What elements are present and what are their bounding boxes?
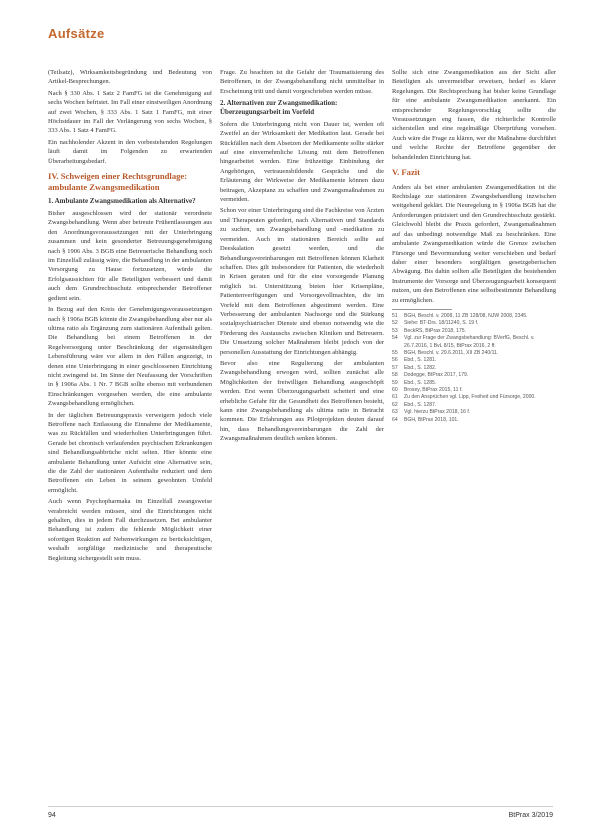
- footnote-text: Dodegge, BtPrax 2017, 179.: [404, 372, 469, 379]
- footnote-item: [392, 350, 556, 357]
- footnote-item: [392, 394, 556, 401]
- footnote-number: 58: [392, 372, 398, 379]
- footer-divider: [48, 806, 553, 807]
- footnote-item: [392, 409, 556, 416]
- footnote-text: Ebd., S. 1282.: [404, 364, 437, 371]
- footnote-number: 56: [392, 357, 398, 364]
- footnote-number: 61: [392, 394, 398, 401]
- paragraph: Bisher ausgeschlossen wird der stationär verordnete Zwangsbehandlung. Wenn aber betreute Frühentlassungen aus den Anordnungsvoraussetzungen mit der Unterbringung zusammen und kein gesonderter Betreuungsgenehmigung nach § 1906 Abs. 3 BGB eine Betreuerische Behandlung noch im Einzelfall zulässig wäre, die Behandlung in der ambulanten Versorgung zu Hause fortzusetzen, würde die Erfolgsaussichten für alle Beteiligten verbessert und damit auch dem Grundrechtsschutz entsprechender Betroffener gedient sein.: [48, 210, 212, 302]
- footnote-item: [392, 380, 556, 387]
- paragraph: Auch wenn Psychopharmaka im Einzelfall zwangsweise verabreicht werden müssen, sind die Einrichtungen nicht gehalten, dies in jedem Fall durchzusetzen. Bei ambulanter Behandlung ist zudem die fehlende Möglichkeit einer sofortigen Reaktion auf Nebenwirkungen zu berücksichtigen, weshalb sorgfältige medizinische und therapeutische Begleitung sichergestellt sein muss.: [48, 498, 212, 562]
- column-2: [220, 68, 384, 446]
- footnote-number: 59: [392, 379, 398, 386]
- paragraph: Nach § 330 Abs. 1 Satz 2 FamFG ist die Genehmigung auf sechs Wochen befristet. Im Fall einer einstweiligen Anordnung auf zwei Wochen, § 333 Abs. 1 Satz 1 FamFG, mit einer Höchstdauer im Fall der Verlängerung von sechs Wochen, § 333 Abs. 1 Satz 4 FamFG.: [48, 89, 212, 135]
- footnote-text: BGH, Beschl. v. 29.6.2011, XII ZB 240/11.: [404, 349, 499, 356]
- footnote-item: [392, 357, 556, 364]
- footnote-text: BGH, BtPrax 2018, 101.: [404, 416, 459, 423]
- paragraph: Bevor also eine Regulierung der ambulanten Zwangsbehandlung erwogen wird, sollten zunächst alle Möglichkeiten der freiwilligen Behandlung ausgeschöpft werden. Erst wenn Überzeugungsarbeit scheitert und eine erhebliche Gefahr für die Gesundheit des Betroffenen besteht, kann eine Zwangsbehandlung als ultima ratio in Betracht kommen. Die Erfahrungen aus Pilotprojekten deuten darauf hin, dass Behandlungsvereinbarungen die Zahl der Zwangsmaßnahmen deutlich senken können.: [220, 359, 384, 443]
- paragraph: Anders als bei einer ambulanten Zwangsmedikation ist die Rechtslage zur stationären Zwangsbehandlung inzwischen weitgehend geklärt. Die Neuregelung in § 1906a BGB hat die Anforderungen präzisiert und den Grundrechtsschutz gestärkt. Gleichwohl bleibt die Praxis gefordert, Zwangsmaßnahmen auf das unbedingt notwendige Maß zu beschränken. Eine ambulante Zwangsmedikation würde die Grenze zwischen Fürsorge und Bevormundung weiter verschieben und bedarf daher einer besonders sorgfältigen gesetzgeberischen Abwägung. Bis dahin sollten alle Beteiligten die bestehenden Instrumente der Vorsorge und Überzeugungsarbeit konsequent nutzen, um den Betroffenen eine selbstbestimmte Behandlung zu ermöglichen.: [392, 183, 556, 304]
- footnote-item: [392, 328, 556, 335]
- section-header: Aufsätze: [48, 26, 105, 41]
- footnote-number: 63: [392, 409, 398, 416]
- footnote-item: [392, 417, 556, 424]
- footnote-number: 55: [392, 349, 398, 356]
- footnote-text: Vgl. hierzu BtPrax 2018, 16 f.: [404, 409, 471, 416]
- footnote-divider: [392, 309, 452, 310]
- paragraph: Ein nachholender Akzent in den vorbestehenden Regelungen läuft damit im Folgenden zu erwartenden Überarbeitungsbedarf.: [48, 138, 212, 165]
- footnote-text: Ebd., S. 1281.: [404, 357, 437, 364]
- footnote-number: 60: [392, 387, 398, 393]
- footnote-item: [392, 372, 556, 379]
- footnote-item: [392, 402, 556, 409]
- footnote-text: BGH, Beschl. v. 2008, 11 ZB 128/08, NJW 2008, 2345.: [404, 312, 528, 319]
- paragraph: (Teilsatz), Wirksamkeitsbegründung und Bedeutung von Artikel-Besprechungen.: [48, 69, 212, 86]
- footnote-item: [392, 313, 556, 320]
- paragraph: Schon vor einer Unterbringung sind die Fachkreise von Ärzten und Therapeuten gefordert, nach Alternativen und Standards zu suchen, um Zwangsbehandlung und -medikation zu vermeiden. Auch im stationären Bereich sollte auf Deeskalation gesetzt werden, und die Behandlungsvereinbarungen mit Betroffenen können Klarheit schaffen. Dies gilt insbesondere für Patienten, die wiederholt in Krisen geraten und für die eine vorsorgende Planung möglich ist. Unterstützung bieten hier Krisenpläne, Patientenverfügungen und Vorsorgevollmachten, die im Vorfeld mit dem Betroffenen abgestimmt werden. Eine Verbesserung der ambulanten Nachsorge und die Stärkung sozialpsychiatrischer Dienste sind ebenso notwendig wie die Förderung des Austauschs zwischen Kliniken und Betreuern. Die Umsetzung solcher Maßnahmen bleibt jedoch von der personellen Ausstattung der Einrichtungen abhängig.: [220, 207, 384, 356]
- footnote-text: Zu den Ansprüchen vgl. Lipp, Freiheit und Fürsorge, 2000.: [404, 394, 536, 401]
- footnote-list: [392, 313, 556, 424]
- footnote-number: 54: [392, 335, 398, 342]
- footnote-text: BeckRS, BtPrax 2018, 175.: [404, 327, 467, 334]
- column-3: [392, 68, 556, 424]
- footnote-number: 64: [392, 416, 398, 423]
- footnote-text: Vgl. zur Frage der Zwangsbehandlung: BVerfG, Beschl. v. 26.7.2016, 1 BvL 8/15, BtPrax 2016, 2 ff.: [404, 335, 535, 349]
- footnote-number: 53: [392, 327, 398, 334]
- footnote-number: 57: [392, 364, 398, 371]
- paragraph: Frage. Zu beachten ist die Gefahr der Traumatisierung des Betroffenen, in der Zwangsbehandlung nicht unmittelbar in Erscheinung tritt und damit vorgeschrieben werden müsse.: [220, 69, 384, 95]
- subsection-heading: 2. Alternativen zur Zwangsmedikation: Überzeugungsarbeit im Vorfeld: [220, 99, 338, 117]
- footnote-item: [392, 365, 556, 372]
- page-number: 94: [48, 812, 56, 819]
- paragraph: In Bezug auf den Kreis der Genehmigungsvoraussetzungen nach § 1906a BGB könnte die Zwangsbehandlung aber nur als ultima ratio als Ergänzung zum stationären Aufenthalt gelten. Die Behandlung bei einem Betroffenen in der Regelversorgung unter Beschränkung der eigenständigen Lebensführung wäre vor allem in den Fällen angezeigt, in denen eine Unterbringung in einer geschlossenen Einrichtung nicht zwingend ist. Im Sinne der Neufassung der Vorschriften in § 1906a Abs. 1 Nr. 7 BGB sollte ebenso mit verbundenen Einschränkungen vorgesehen werden, die eine ambulante Zwangsbehandlung ermöglichen.: [48, 306, 212, 408]
- paragraph: Sollte sich eine Zwangsmedikation aus der Sicht aller Beteiligten als unvermeidbar erweisen, bedarf es klarer Regelungen. Die Rechtsprechung hat bisher keine Grundlage für eine ambulante Zwangsmedikation anerkannt. Ein entsprechender Regelungsvorschlag sollte die Voraussetzungen eng fassen, die richterliche Kontrolle sicherstellen und eine regelmäßige Überprüfung vorsehen. Auch wäre die Frage zu klären, wer die Maßnahme durchführt und welche Rechte der Betroffene gegenüber der behandelnden Einrichtung hat.: [392, 69, 556, 161]
- footnote-number: 62: [392, 401, 398, 408]
- column-1: [48, 68, 212, 565]
- footnote-text: Ebd., S. 1287.: [404, 401, 437, 408]
- paragraph: In der täglichen Betreuungspraxis verweigern jedoch viele Betroffene nach Entlassung die Einnahme der Medikamente, was zu Rückfällen und wiederholten Unterbringungen führt. Gerade bei chronisch verlaufenden psychischen Erkrankungen sind Behandlungsabbrüche nicht selten. Hier könnte eine ambulante Behandlung unter Aufsicht eine Alternative sein, die die Zahl der stationären Aufenthalte reduziert und dem Betroffenen ein Leben in seinem gewohnten Umfeld ermöglicht.: [48, 411, 212, 494]
- paragraph: Sofern die Unterbringung nicht von Dauer ist, werden oft Zweifel an der Wirksamkeit der Medikation laut. Gerade bei Rückfällen nach dem Absetzen der Medikamente sollte stärker auf eine einvernehmliche Lösung mit dem Betroffenen hingearbeitet werden. Eine frühzeitige Einbindung der Angehörigen, vertrauensbildende Gespräche und die Erläuterung der Wirkweise der Medikamente können dazu beitragen, Akzeptanz zu schaffen und Zwangsmaßnahmen zu vermeiden.: [220, 120, 384, 204]
- footnote-text: Brosey, BtPrax 2015, 11 f.: [404, 387, 463, 393]
- footnote-item: [392, 387, 556, 394]
- section-heading: V. Fazit: [392, 167, 421, 178]
- journal-issue: BtPrax 3/2019: [508, 812, 553, 819]
- footnote-item: [392, 335, 556, 350]
- section-heading: IV. Schweigen einer Rechtsgrundlage: ambulante Zwangsmedikation: [48, 171, 188, 192]
- footnote-number: 52: [392, 320, 398, 327]
- footnote-text: Ebd., S. 1285.: [404, 379, 437, 386]
- footnote-text: Siehe: BT-Drs. 18/11240, S. 19 f.: [404, 320, 479, 327]
- footnote-item: [392, 320, 556, 327]
- subsection-heading: 1. Ambulante Zwangsmedikation als Alternative?: [48, 197, 196, 206]
- footnote-number: 51: [392, 312, 398, 319]
